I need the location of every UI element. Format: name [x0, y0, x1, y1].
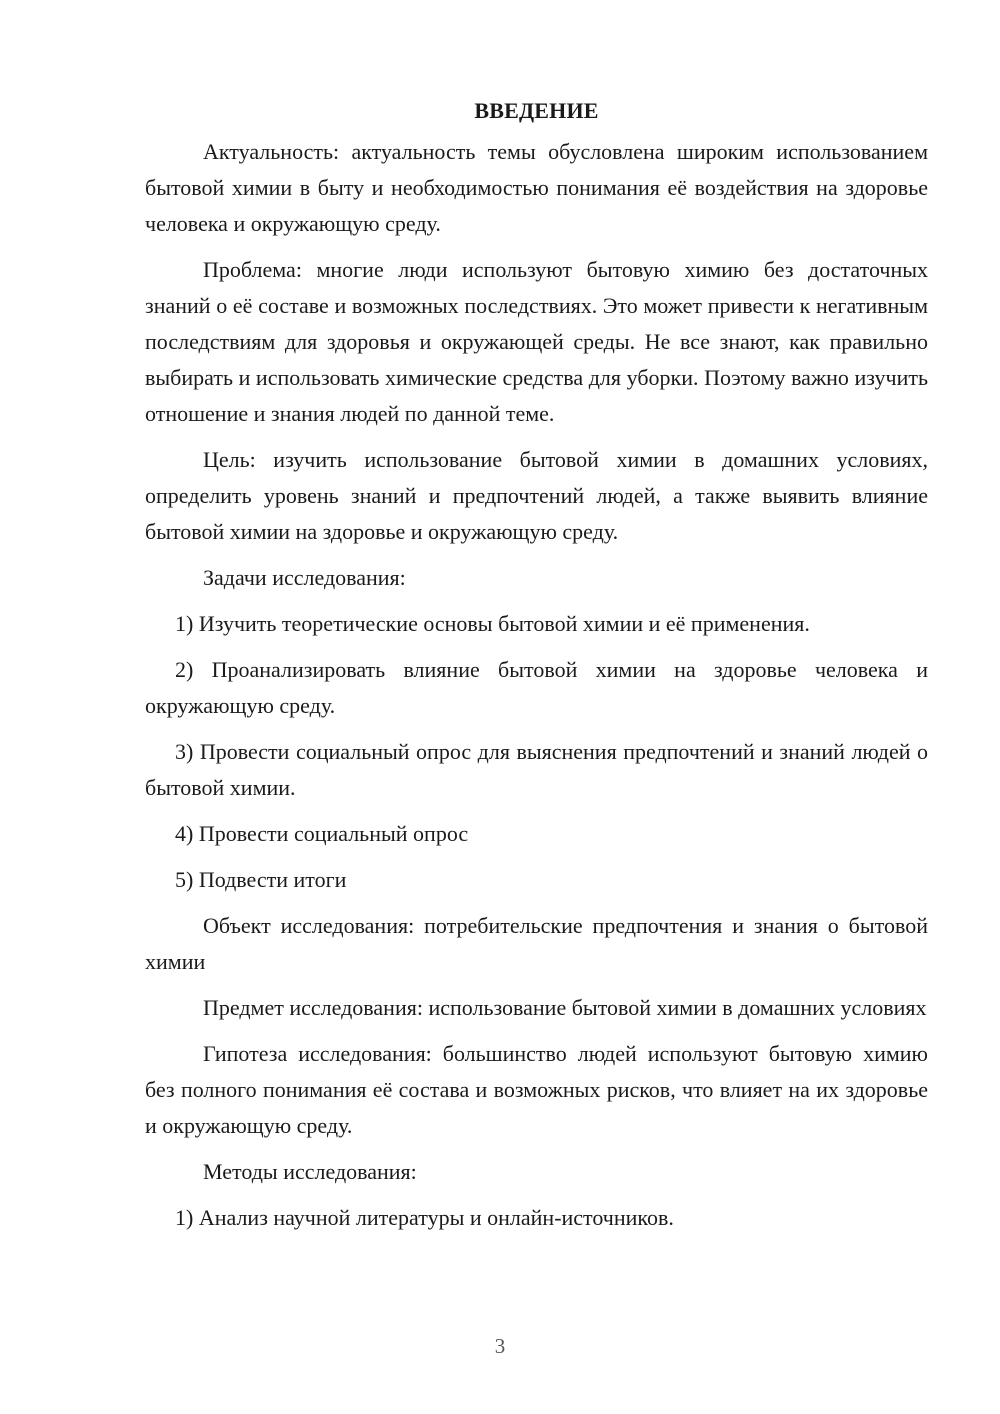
paragraph-hypothesis: Гипотеза исследования: большинство людей используют бытовую химию без полного понимания её состава и возможных рисков, что влияет на их здоровье и окружающую среду. — [145, 1041, 928, 1138]
paragraph-problem: Проблема: многие люди используют бытовую химию без достаточных знаний о её составе и возможных последствиях. Это может привести к негативным последствиям для здоровья и окружающей среды. Не все знают, как правильно выбирать и использовать химические средства для уборки. Поэтому важно изучить отношение и знания людей по данной теме. — [145, 257, 928, 426]
task-item-3: 3) Провести социальный опрос для выяснения предпочтений и знаний людей о бытовой химии. — [145, 739, 928, 800]
task-item-1: 1) Изучить теоретические основы бытовой химии и её применения. — [175, 611, 810, 636]
paragraph-methods-heading: Методы исследования: — [203, 1159, 417, 1184]
paragraph-relevance: Актуальность: актуальность темы обусловлена широким использованием бытовой химии в быту и необходимостью понимания её воздействия на здоровье человека и окружающую среду. — [145, 139, 928, 236]
document-page — [145, 94, 928, 1236]
paragraph-subject: Предмет исследования: использование бытовой химии в домашних условиях — [203, 995, 927, 1020]
paragraph-tasks-heading: Задачи исследования: — [203, 565, 406, 590]
paragraph-goal: Цель: изучить использование бытовой химии в домашних условиях, определить уровень знаний и предпочтений людей, а также выявить влияние бытовой химии на здоровье и окружающую среду. — [145, 447, 928, 544]
paragraph-object: Объект исследования: потребительские предпочтения и знания о бытовой химии — [145, 913, 928, 974]
task-item-4: 4) Провести социальный опрос — [175, 821, 469, 846]
method-item-1: 1) Анализ научной литературы и онлайн-источников. — [175, 1205, 674, 1230]
task-item-5: 5) Подвести итоги — [175, 867, 347, 892]
task-item-2: 2) Проанализировать влияние бытовой химии на здоровье человека и окружающую среду. — [145, 657, 928, 718]
page-number: 3 — [494, 1334, 506, 1358]
page-title: ВВЕДЕНИЕ — [474, 98, 599, 123]
